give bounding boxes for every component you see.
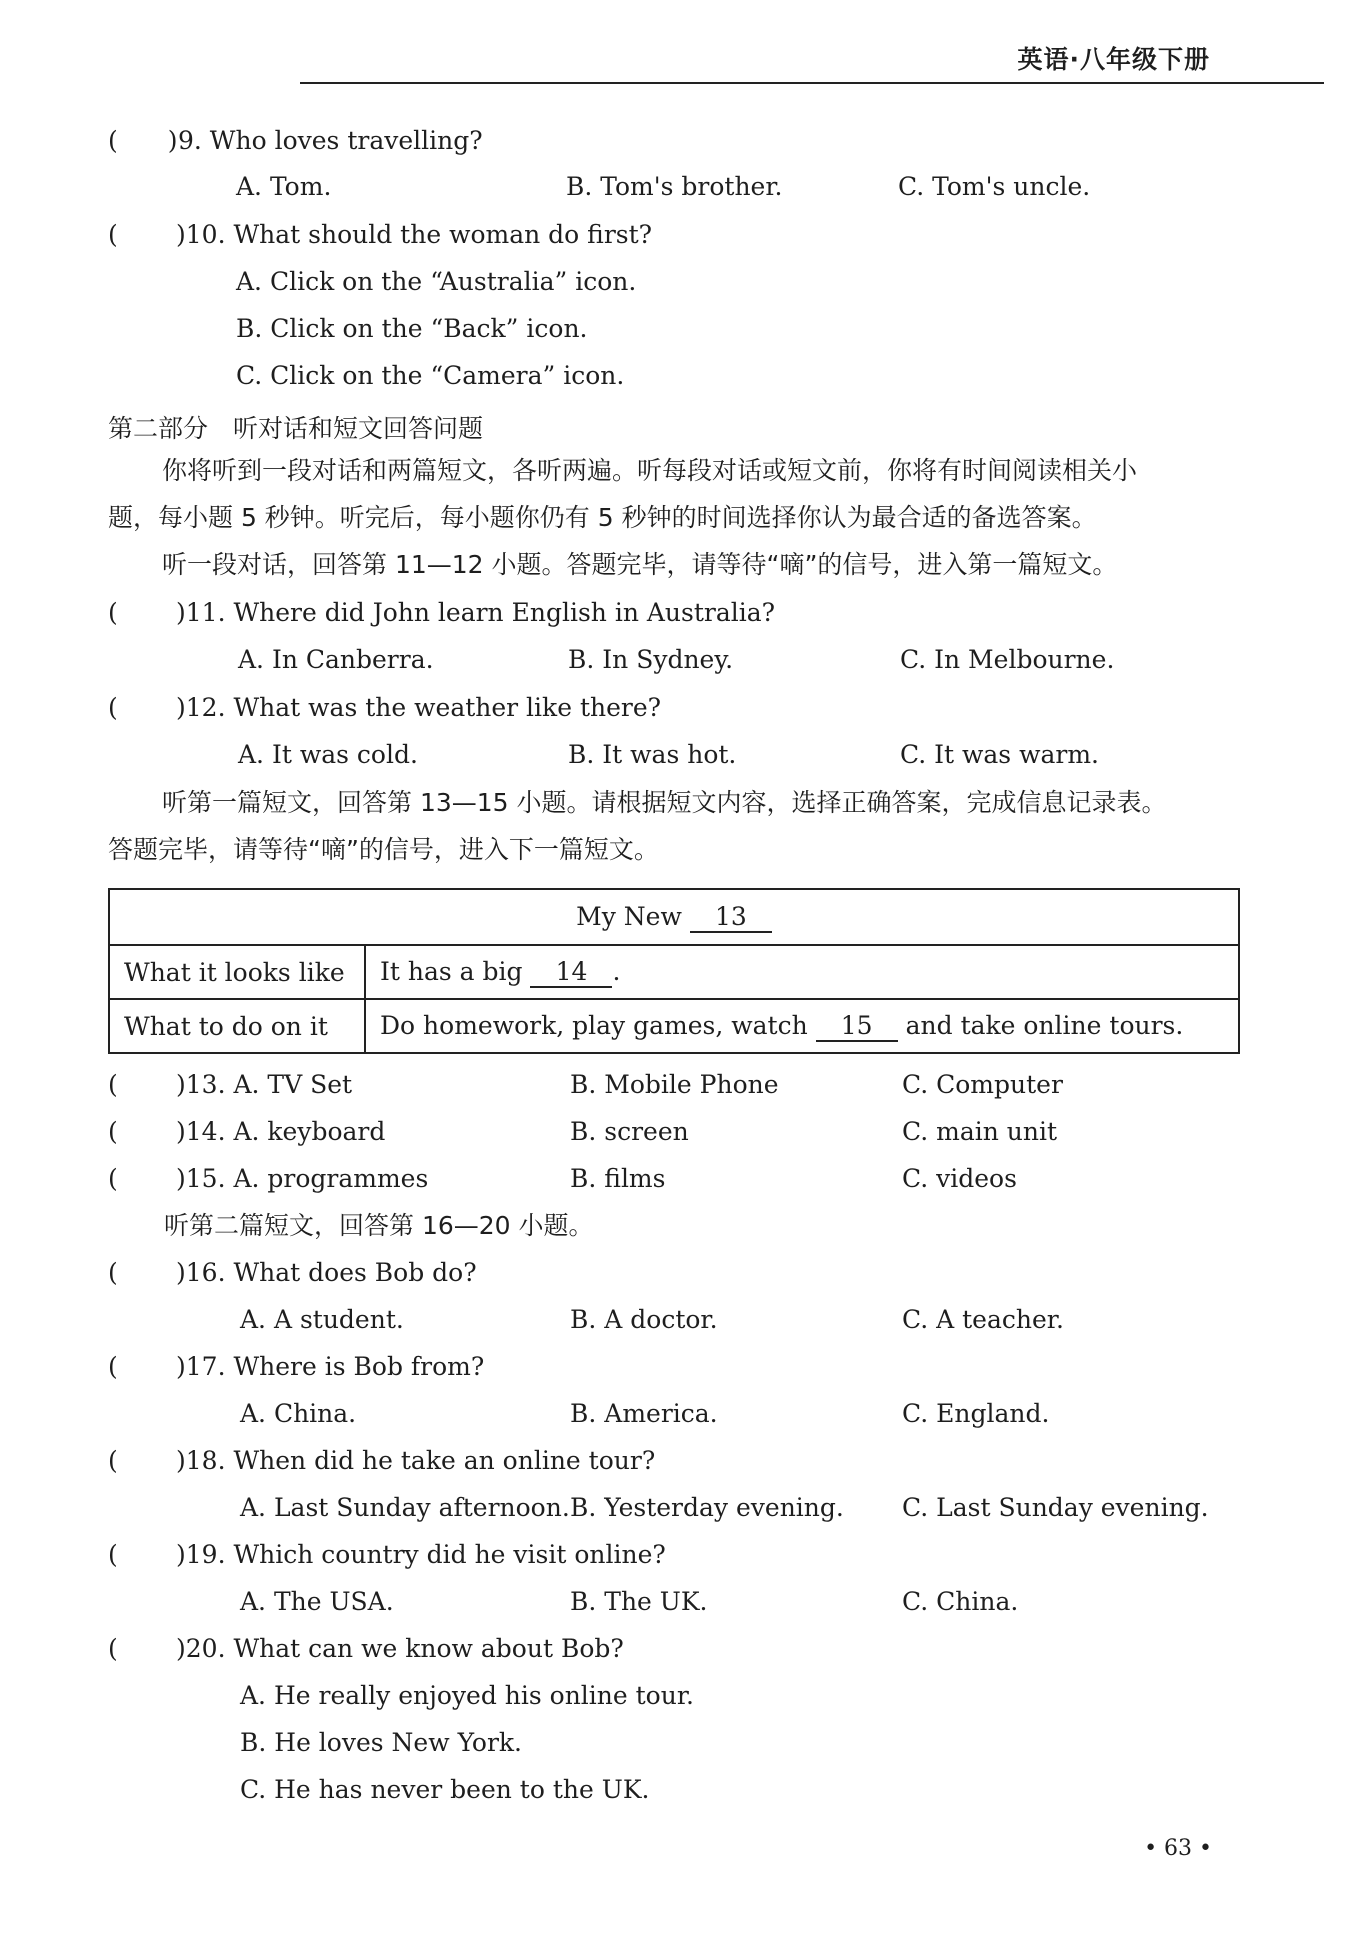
answer-blank[interactable]: ( (108, 220, 168, 249)
option-a: A. In Canberra. (238, 645, 434, 674)
option-b: B. In Sydney. (568, 645, 734, 674)
question-19 (108, 1540, 666, 1570)
answer-blank[interactable]: ( (108, 598, 168, 627)
row-text: and take online tours. (905, 1010, 1184, 1040)
option-c: C. A teacher. (902, 1305, 1064, 1334)
option-a: A. China. (240, 1399, 357, 1428)
option-b: B. The UK. (570, 1587, 708, 1616)
option-b: B. Yesterday evening. (570, 1493, 844, 1522)
instruction-line: 题，每小题 5 秒钟。听完后，每小题你仍有 5 秒钟的时间选择你认为最合适的备选答案。 (108, 503, 1097, 532)
header-title: 英语·八年级下册 (1017, 45, 1210, 74)
option-b: B. Mobile Phone (570, 1070, 779, 1099)
question-13 (108, 1070, 352, 1100)
question-text: )10. What should the woman do first? (176, 220, 653, 249)
section-title: 第二部分 听对话和短文回答问题 (108, 414, 484, 443)
instruction-line: 你将听到一段对话和两篇短文，各听两遍。听每段对话或短文前，你将有时间阅读相关小 (162, 456, 1138, 485)
option-b: B. screen (570, 1117, 689, 1146)
option-c: C. England. (902, 1399, 1050, 1428)
option-a: A. A student. (240, 1305, 404, 1334)
question-text: )17. Where is Bob from? (176, 1352, 485, 1381)
question-20 (108, 1634, 624, 1664)
answer-blank[interactable]: ( (108, 1540, 168, 1569)
option-b: B. He loves New York. (240, 1728, 522, 1757)
row-text: . (612, 956, 621, 986)
option-b: B. Click on the “Back” icon. (236, 314, 588, 343)
option-c: C. Last Sunday evening. (902, 1493, 1209, 1522)
option-c: C. Click on the “Camera” icon. (236, 361, 625, 390)
answer-blank[interactable]: ( (108, 1634, 168, 1663)
option-a: A. He really enjoyed his online tour. (240, 1681, 694, 1710)
question-text: )14. A. keyboard (176, 1117, 386, 1146)
answer-blank[interactable]: ( (108, 1164, 168, 1193)
option-a: A. It was cold. (238, 740, 418, 769)
option-b: B. It was hot. (568, 740, 737, 769)
option-c: C. He has never been to the UK. (240, 1775, 650, 1804)
answer-blank[interactable]: ( (108, 693, 168, 722)
option-c: C. videos (902, 1164, 1017, 1193)
answer-blank[interactable]: ( (108, 1070, 168, 1099)
instruction-line: 听第一篇短文，回答第 13—15 小题。请根据短文内容，选择正确答案，完成信息记录表。 (162, 788, 1167, 817)
answer-blank[interactable]: ( (108, 1117, 168, 1146)
option-c: C. China. (902, 1587, 1019, 1616)
option-b: B. Tom's brother. (566, 172, 783, 201)
option-b: B. America. (570, 1399, 718, 1428)
question-12 (108, 693, 661, 723)
question-15 (108, 1164, 428, 1194)
instruction-line: 听第二篇短文，回答第 16—20 小题。 (164, 1211, 594, 1240)
option-a: A. Last Sunday afternoon. (240, 1493, 570, 1522)
question-text: )11. Where did John learn English in Australia? (176, 598, 776, 627)
table-row (109, 999, 1239, 1053)
table-row (109, 945, 1239, 999)
option-a: A. Click on the “Australia” icon. (236, 267, 637, 296)
question-18 (108, 1446, 655, 1476)
row-text: Do homework, play games, watch (380, 1010, 808, 1040)
question-10 (108, 220, 652, 250)
answer-blank[interactable]: ( ) (108, 126, 178, 155)
option-c: C. main unit (902, 1117, 1058, 1146)
question-text: )15. A. programmes (176, 1164, 429, 1193)
answer-blank[interactable]: ( (108, 1258, 168, 1287)
option-a: A. Tom. (236, 172, 332, 201)
question-text: )20. What can we know about Bob? (176, 1634, 624, 1663)
option-b: B. A doctor. (570, 1305, 718, 1334)
table-row (109, 889, 1239, 945)
option-c: C. It was warm. (900, 740, 1099, 769)
page-number: • 63 • (1144, 1836, 1212, 1861)
table-title: My New (576, 901, 682, 931)
blank-13[interactable]: 13 (690, 902, 772, 933)
option-a: A. The USA. (240, 1587, 394, 1616)
question-text: )13. A. TV Set (176, 1070, 353, 1099)
table-title-cell (109, 889, 1239, 945)
answer-blank[interactable]: ( (108, 1352, 168, 1381)
row-label: What to do on it (109, 999, 365, 1053)
row-content (365, 945, 1239, 999)
option-c: C. Tom's uncle. (898, 172, 1091, 201)
instruction-line: 听一段对话，回答第 11—12 小题。答题完毕，请等待“嘀”的信号，进入第一篇短文。 (162, 550, 1118, 579)
question-16 (108, 1258, 477, 1288)
row-text: It has a big (380, 956, 523, 986)
blank-15[interactable]: 15 (816, 1011, 898, 1042)
question-14 (108, 1117, 385, 1147)
header-rule (300, 82, 1324, 84)
info-record-table (108, 888, 1240, 1054)
option-c: C. Computer (902, 1070, 1063, 1099)
question-text: )18. When did he take an online tour? (176, 1446, 656, 1475)
question-text: )16. What does Bob do? (176, 1258, 477, 1287)
row-label: What it looks like (109, 945, 365, 999)
question-11 (108, 598, 775, 628)
option-b: B. films (570, 1164, 666, 1193)
question-text: 9. Who loves travelling? (178, 126, 483, 155)
option-c: C. In Melbourne. (900, 645, 1115, 674)
question-17 (108, 1352, 484, 1382)
question-9 (108, 126, 483, 156)
blank-14[interactable]: 14 (530, 957, 612, 988)
answer-blank[interactable]: ( (108, 1446, 168, 1475)
row-content (365, 999, 1239, 1053)
question-text: )12. What was the weather like there? (176, 693, 662, 722)
question-text: )19. Which country did he visit online? (176, 1540, 666, 1569)
instruction-line: 答题完毕，请等待“嘀”的信号，进入下一篇短文。 (108, 835, 659, 864)
